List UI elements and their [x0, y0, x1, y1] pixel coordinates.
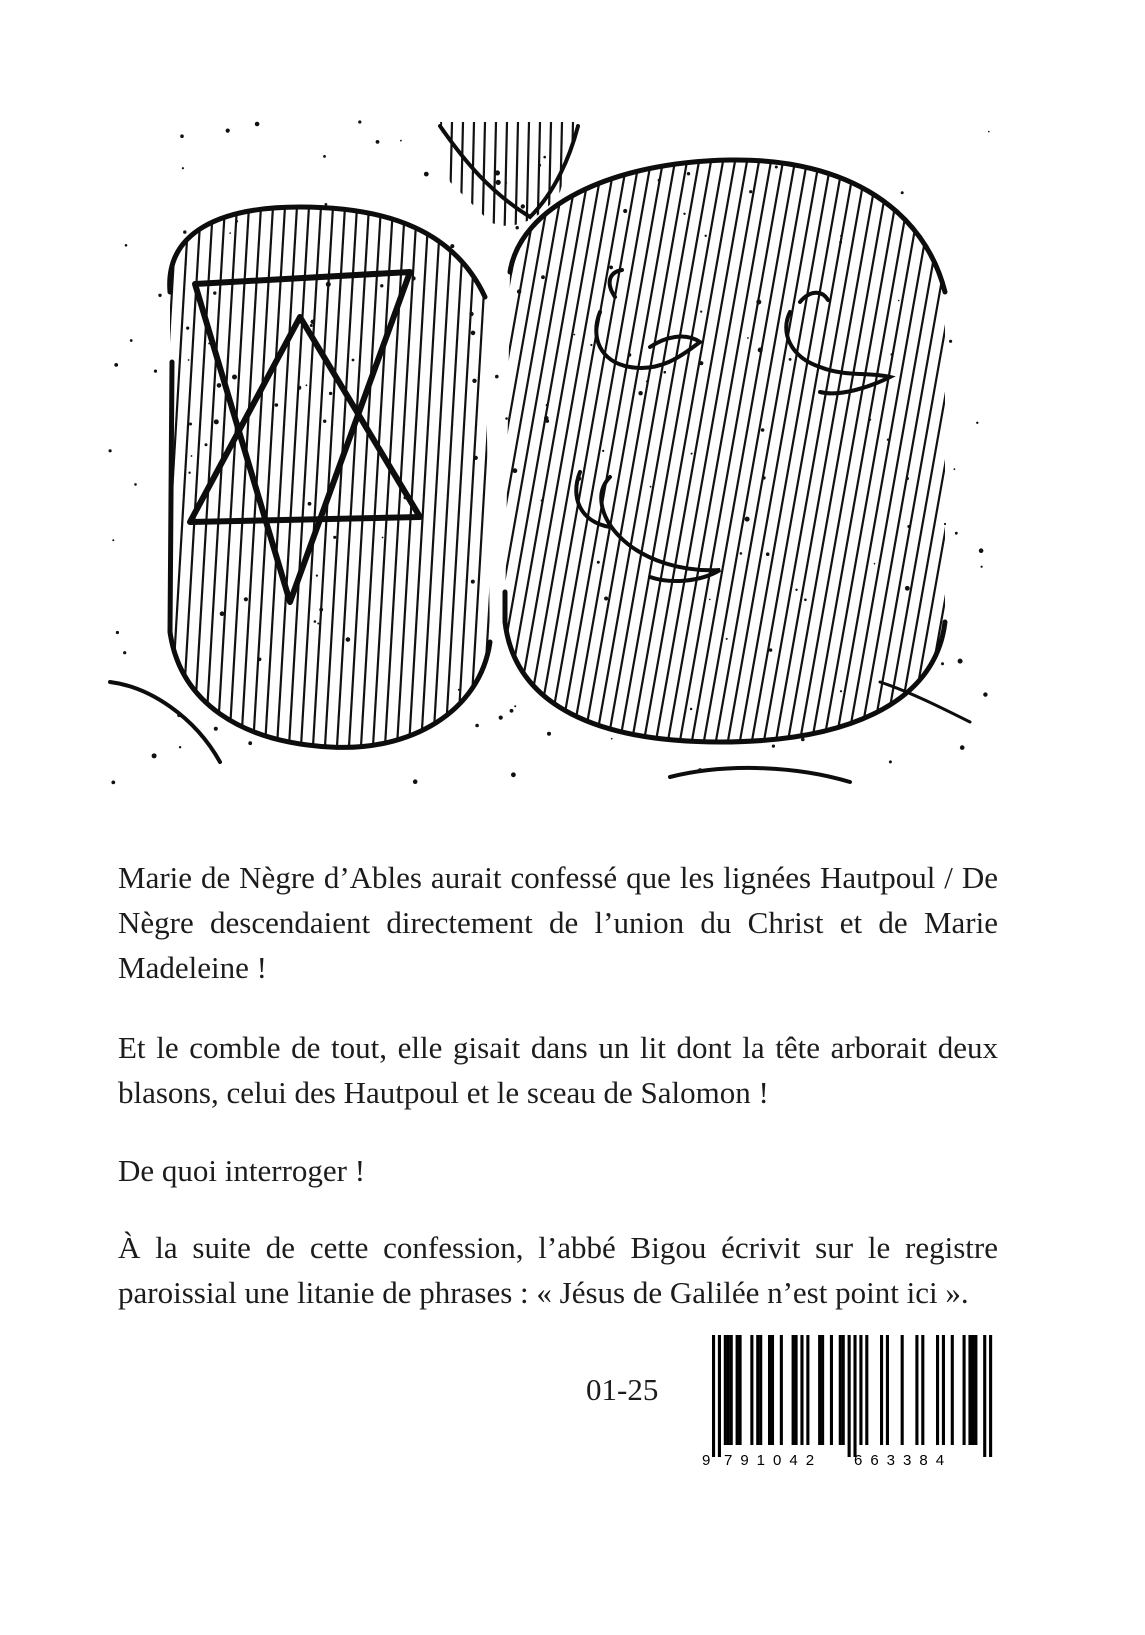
barcode-digits-right: 663384	[854, 1452, 953, 1469]
speckle	[699, 361, 703, 365]
hatch-line	[934, 122, 1054, 797]
barcode-bar	[724, 1335, 727, 1445]
hatch-line	[406, 122, 446, 797]
speckle	[352, 359, 355, 362]
speckle	[248, 741, 252, 745]
barcode-bar	[806, 1335, 809, 1445]
speckle	[658, 179, 661, 182]
speckle	[505, 182, 507, 184]
speckle	[471, 331, 476, 336]
barcode-bar	[750, 1335, 753, 1445]
speckle	[189, 423, 192, 426]
barcode-bar	[915, 1335, 918, 1445]
barcode	[702, 1335, 992, 1470]
speckle	[186, 327, 189, 330]
barcode-bar	[921, 1335, 924, 1445]
speckle	[380, 284, 383, 287]
speckle	[766, 552, 770, 556]
barcode-bar	[880, 1335, 883, 1445]
paragraph-question: De quoi interroger !	[118, 1153, 366, 1188]
speckle	[638, 391, 642, 395]
speckle	[376, 140, 380, 144]
speckle	[310, 324, 313, 327]
hatch-line	[466, 122, 506, 797]
hatch-line	[154, 122, 194, 797]
hatch-line	[569, 122, 584, 797]
speckle	[475, 724, 479, 728]
speckle	[683, 213, 685, 215]
barcode-bar	[974, 1335, 977, 1445]
speckle	[306, 384, 308, 386]
speckle	[609, 266, 613, 270]
speckle	[382, 537, 384, 539]
barcode-bar	[963, 1335, 966, 1445]
speckle	[471, 580, 475, 584]
speckle	[576, 476, 581, 481]
speckle	[404, 496, 408, 500]
speckle	[623, 209, 627, 213]
speckle	[183, 230, 186, 233]
speckle	[111, 781, 115, 785]
hatch-line	[262, 122, 302, 797]
speckle	[960, 745, 965, 750]
hatch-line	[250, 122, 290, 797]
speckle	[188, 472, 190, 474]
speckle	[220, 611, 225, 616]
speckle	[226, 129, 230, 133]
barcode-bar	[839, 1335, 842, 1445]
speckle	[214, 727, 218, 731]
barcode-bar	[712, 1335, 715, 1457]
speckle	[611, 738, 613, 740]
speckle	[664, 371, 667, 374]
barcode-bar	[971, 1335, 974, 1445]
speckle	[769, 648, 772, 651]
speckle	[308, 502, 312, 506]
barcode-bar	[818, 1335, 821, 1445]
hatch-line	[490, 122, 530, 797]
barcode-bar	[886, 1335, 889, 1445]
shield-hatching	[130, 122, 1066, 797]
speckle	[424, 172, 429, 177]
speckle	[546, 419, 550, 423]
speckle	[180, 134, 184, 138]
barcode-bar	[859, 1335, 862, 1445]
speckle	[311, 320, 315, 324]
speckle	[130, 339, 133, 342]
speckle	[472, 379, 476, 383]
speckle	[258, 658, 262, 662]
hatch-line	[481, 122, 496, 797]
speckle	[413, 779, 418, 784]
speckle	[762, 476, 765, 479]
speckle	[123, 651, 126, 654]
speckle	[745, 517, 750, 522]
speckle	[214, 419, 219, 424]
speckle	[874, 563, 876, 565]
speckle	[510, 709, 514, 713]
barcode-bar	[800, 1335, 803, 1445]
barcode-bar	[830, 1335, 833, 1445]
speckle	[775, 166, 778, 169]
barcode-bar	[936, 1335, 939, 1445]
speckle	[955, 532, 958, 535]
speckle	[154, 370, 157, 373]
speckle	[323, 155, 326, 158]
speckle	[840, 235, 842, 237]
barcode-bar	[842, 1335, 845, 1445]
speckle	[839, 241, 842, 244]
speckle	[891, 353, 893, 355]
speckle	[628, 353, 632, 357]
speckle	[709, 599, 711, 601]
speckle	[213, 291, 216, 294]
speckle	[981, 566, 983, 568]
speckle	[646, 380, 648, 382]
speckle	[840, 690, 842, 692]
speckle	[346, 637, 351, 642]
speckle	[898, 300, 900, 302]
speckle	[690, 708, 692, 710]
speckle	[541, 275, 545, 279]
hatch-line	[346, 122, 386, 797]
speckle	[275, 403, 279, 407]
hatch-line	[946, 122, 1066, 797]
barcode-bar	[865, 1335, 868, 1445]
speckle	[358, 120, 361, 123]
speckle	[329, 392, 332, 395]
speckle	[547, 732, 551, 736]
barcode-bar	[901, 1335, 904, 1445]
speckle	[687, 172, 690, 175]
speckle	[958, 659, 963, 664]
speckle	[905, 586, 910, 591]
paragraph-bed-coats-of-arms: Et le comble de tout, elle gisait dans un lit dont la tête arborait deux blasons, celui des Hautpoul et le sceau de Salomon !	[118, 1030, 998, 1110]
speckle	[747, 337, 749, 339]
speckle	[400, 140, 402, 142]
barcode-bar	[739, 1335, 742, 1445]
speckle	[954, 468, 956, 470]
speckle	[541, 500, 543, 502]
speckle	[795, 589, 797, 591]
barcode-digit-lead: 9	[702, 1452, 711, 1469]
speckle	[450, 244, 454, 248]
hatch-line	[274, 122, 314, 797]
speckle	[546, 404, 548, 406]
speckle	[255, 122, 260, 127]
speckle	[597, 561, 600, 564]
speckle	[988, 131, 990, 133]
hatch-line	[558, 122, 573, 797]
speckle	[976, 422, 978, 424]
speckle	[514, 705, 516, 707]
speckle	[901, 191, 904, 194]
speckle	[314, 620, 317, 623]
speckle	[979, 548, 984, 553]
speckle	[511, 772, 516, 777]
speckle	[188, 359, 190, 361]
speckle	[232, 375, 237, 380]
speckle	[112, 539, 114, 541]
speckle	[469, 312, 473, 316]
speckle	[907, 525, 910, 528]
speckle	[319, 608, 323, 612]
speckle	[726, 638, 728, 640]
speckle	[244, 597, 248, 601]
barcode-bar	[848, 1335, 851, 1457]
speckle	[705, 235, 707, 237]
speckle	[801, 738, 805, 742]
speckle	[650, 486, 652, 488]
barcode-bar	[768, 1335, 771, 1445]
hatch-line	[142, 122, 182, 797]
speckle	[333, 536, 336, 539]
speckle	[208, 343, 210, 345]
hatch-line	[286, 122, 326, 797]
speckle	[756, 300, 761, 305]
speckle	[235, 220, 238, 223]
speckle	[604, 597, 608, 601]
speckle	[887, 439, 889, 441]
speckle	[944, 523, 946, 525]
barcode-bar	[771, 1335, 774, 1445]
barcode-bars	[712, 1335, 992, 1457]
barcode-bar	[759, 1335, 762, 1445]
paragraph-abbe-bigou: À la suite de cette confession, l’abbé Bigou écrivit sur le registre paroissial une litanie de phrases : « Jésus de Galilée n’est point ici ».	[118, 1230, 998, 1310]
hatch-line	[358, 122, 398, 797]
speckle	[543, 156, 546, 159]
speckle	[125, 244, 128, 247]
speckle	[941, 662, 944, 665]
speckle	[326, 282, 331, 287]
barcode-bar	[942, 1335, 945, 1445]
speckle	[116, 631, 119, 634]
barcode-bar	[727, 1335, 730, 1445]
speckle	[316, 575, 318, 577]
speckle	[949, 340, 952, 343]
speckle	[177, 713, 181, 717]
speckle	[869, 419, 871, 421]
speckle	[761, 428, 765, 432]
hatch-line	[415, 122, 430, 797]
hatch-line	[478, 122, 518, 797]
speckle	[109, 449, 112, 452]
speckle	[521, 204, 525, 208]
speckle	[740, 552, 743, 555]
speckle	[505, 417, 508, 420]
engraved-illustration	[110, 122, 990, 797]
barcode-bar	[795, 1335, 798, 1445]
speckle	[516, 226, 519, 229]
hatch-line	[418, 122, 458, 797]
speckle	[495, 375, 499, 379]
speckle	[804, 599, 807, 602]
speckle	[458, 689, 460, 691]
speckle	[317, 623, 319, 625]
speckle	[906, 477, 909, 480]
speckle	[495, 170, 500, 175]
speckle	[538, 164, 541, 167]
speckle	[789, 358, 792, 361]
speckle	[182, 167, 184, 169]
barcode-bar	[756, 1335, 759, 1445]
hatch-line	[238, 122, 278, 797]
barcode-bar	[983, 1335, 986, 1457]
barcode-bar	[853, 1335, 856, 1457]
speckle	[179, 746, 181, 748]
speckle	[185, 263, 187, 265]
speckle	[412, 276, 416, 280]
speckle	[229, 232, 231, 234]
speckle	[134, 483, 137, 486]
barcode-bar	[968, 1335, 971, 1445]
speckle	[749, 190, 752, 193]
barcode-bar	[780, 1335, 783, 1445]
paragraph-confession: Marie de Nègre d’Ables aurait confessé que les lignées Hautpoul / De Nègre descendaient directement de l’union du Christ et de Marie Madeleine !	[118, 860, 998, 985]
speckle	[574, 334, 576, 336]
speckle	[700, 311, 702, 313]
speckle	[499, 716, 503, 720]
speckle	[983, 692, 987, 696]
barcode-bar	[951, 1335, 954, 1445]
speckle	[158, 294, 161, 297]
hatch-line	[922, 122, 1042, 797]
speckle	[217, 383, 222, 388]
speckle	[758, 348, 763, 353]
speckle	[152, 753, 157, 758]
edition-code: 01-25	[586, 1372, 659, 1407]
barcode-bar	[792, 1335, 795, 1445]
speckle	[691, 453, 693, 455]
speckle	[698, 768, 703, 773]
hatch-line	[454, 122, 494, 797]
barcode-digits-left: 791042	[724, 1452, 823, 1469]
barcode-bar	[718, 1335, 721, 1457]
barcode-bar	[821, 1335, 824, 1445]
speckle	[772, 745, 775, 748]
barcode-bar	[989, 1335, 992, 1457]
speckle	[323, 420, 326, 423]
speckle	[590, 344, 592, 346]
speckle	[496, 180, 501, 185]
speckle	[114, 363, 118, 367]
speckle	[513, 468, 518, 473]
speckle	[325, 203, 328, 206]
barcode-bar	[730, 1335, 733, 1445]
speckle	[205, 443, 208, 446]
hatch-line	[470, 122, 485, 797]
speckle	[191, 455, 193, 457]
speckle	[517, 289, 521, 293]
speckle	[474, 456, 478, 460]
barcode-bar	[736, 1335, 739, 1445]
hatch-line	[298, 122, 338, 797]
hatch-line	[910, 122, 1030, 797]
speckle	[602, 450, 604, 452]
speckle	[889, 760, 892, 763]
speckle	[297, 386, 301, 390]
